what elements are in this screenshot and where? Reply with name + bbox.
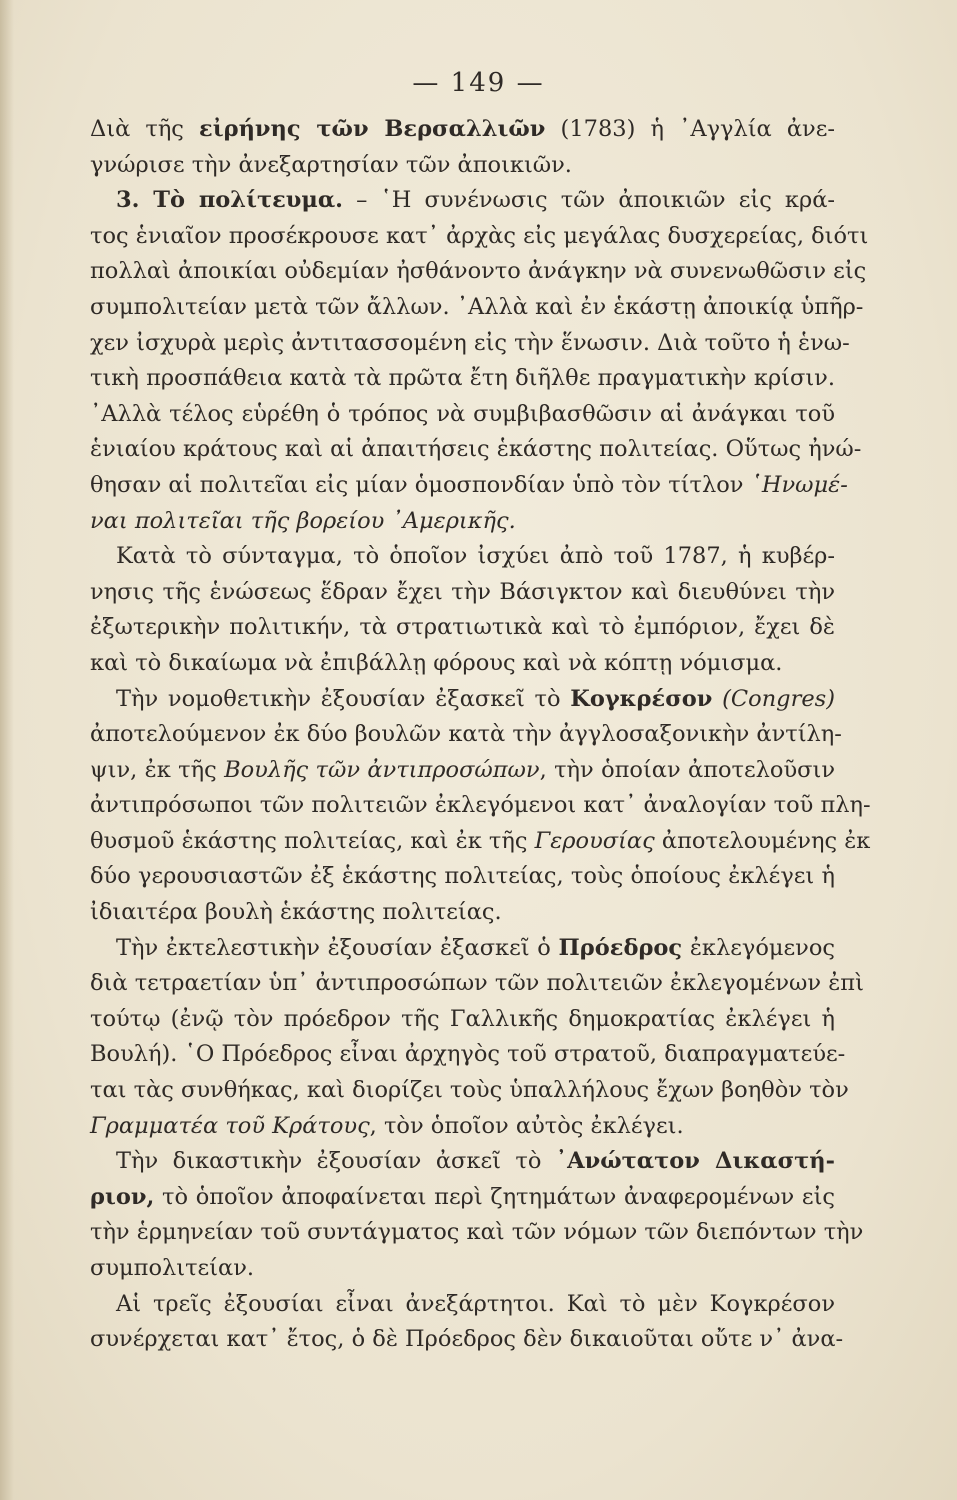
text-run: ἰδιαιτέρα βουλὴ ἑκάστης πολιτείας. [90,899,502,926]
text-run [712,686,722,712]
text-run: νησις τῆς ἑνώσεως ἕδραν ἔχει τὴν Βάσιγκτον καὶ διευθύνει τὴν [90,578,835,605]
text-line [90,1037,846,1073]
text-run: ται τὰς συνθήκας, καὶ διορίζει τοὺς ὑπαλλήλους ἔχων βοηθὸν τὸν [90,1077,849,1104]
text-run: τὴν ἑρμηνείαν τοῦ συντάγματος καὶ τῶν νόμων τῶν διεπόντων τὴν [90,1219,864,1246]
italic-term: (Congres) [722,685,835,712]
bold-term: ριον, [90,1183,155,1210]
text-run: τικὴ προσπάθεια κατὰ τὰ πρῶτα ἔτη διῆλθε πραγματικὴν κρίσιν. [90,365,835,392]
text-run: θυσμοῦ ἑκάστης πολιτείας, καὶ ἐκ τῆς [90,827,535,854]
italic-term: Γερουσίας [534,827,655,854]
text-line [90,468,848,504]
text-line [90,432,862,468]
text-line [90,646,835,682]
text-run: γνώρισε τὴν ἀνεξαρτησίαν τῶν ἀποικιῶν. [90,151,572,178]
text-run: χεν ἰσχυρὰ μερὶς ἀντιτασσομένη εἰς τὴν ἕνωσιν. Διὰ τοῦτο ἡ ἑνω- [90,329,850,356]
text-line [90,895,835,931]
text-line [90,859,835,895]
text-run: διὰ τετραετίαν ὑπ᾽ ἀντιπροσώπων τῶν πολιτειῶν ἐκλεγομένων ἐπὶ [90,970,864,997]
text-line [90,1322,844,1358]
text-line [90,219,869,255]
text-line [90,1002,835,1038]
text-line [90,254,867,290]
text-line [90,753,835,789]
text-run: τὸ ὁποῖον ἀποφαίνεται περὶ ζητημάτων ἀναφερομένων εἰς [154,1183,835,1210]
page-gutter-shadow [0,0,14,1500]
text-line [90,1073,849,1109]
text-line [90,824,871,860]
text-line [90,931,835,967]
text-run: Διὰ τῆς [90,116,200,142]
text-line [90,1109,835,1145]
text-run: Τὴν νομοθετικὴν ἐξουσίαν ἐξασκεῖ τὸ [116,685,571,712]
italic-term: ῾Ηνωμέ- [750,471,848,498]
text-line [90,361,835,397]
text-line [90,1180,835,1216]
text-line [90,1287,835,1323]
text-line [90,183,835,219]
text-run: συνέρχεται κατ᾽ ἔτος, ὁ δὲ Πρόεδρος δὲν δικαιοῦται οὔτε ν᾽ ἀνα- [90,1326,844,1353]
italic-term: ναι πολιτεῖαι τῆς βορείου ᾽Αμερικῆς. [90,507,516,534]
text-run: συμπολιτείαν. [90,1255,255,1281]
text-run: συμπολιτείαν μετὰ τῶν ἄλλων. ᾽Αλλὰ καὶ ἐν ἑκάστῃ ἀποικίᾳ ὑπῆρ- [90,293,864,320]
text-line [90,1215,864,1251]
bold-term: Πρόεδρος [558,934,683,961]
text-run: Τὴν ἐκτελεστικὴν ἐξουσίαν ἐξασκεῖ ὁ [116,934,559,961]
text-line [90,966,864,1002]
text-run: Κατὰ τὸ σύνταγμα, τὸ ὁποῖον ἰσχύει ἀπὸ τοῦ 1787, ἡ κυβέρ- [116,543,835,570]
text-line [90,788,871,824]
bold-term: εἰρήνης τῶν Βερσαλλιῶν [199,116,546,142]
text-run: δύο γερουσιαστῶν ἐξ ἑκάστης πολιτείας, τοὺς ὁποίους ἐκλέγει ἡ [90,863,835,890]
text-run: ψιν, ἐκ τῆς [90,756,225,783]
text-run: ἀποτελούμενον ἐκ δύο βουλῶν κατὰ τὴν ἀγγλοσαξονικὴν ἀντίλη- [90,721,842,748]
text-run: Τὴν δικαστικὴν ἐξουσίαν ἀσκεῖ τὸ [116,1148,556,1175]
text-run: – ῾Η συνένωσις τῶν ἀποικιῶν εἰς κρά- [343,187,835,214]
bold-term: Κογκρέσον [570,685,713,712]
text-run: ἑνιαίου κράτους καὶ αἱ ἀπαιτήσεις ἑκάστης πολιτείας. Οὕτως ἠνώ- [90,436,862,463]
text-run: θησαν αἱ πολιτεῖαι εἰς μίαν ὁμοσπονδίαν ὑπὸ τὸν τίτλον [90,471,751,498]
text-run: ἐκλεγόμενος [682,934,835,961]
text-line [90,397,835,433]
text-line [90,682,835,718]
bold-term: 3. Τὸ πολίτευμα. [116,187,344,214]
text-line [90,1251,835,1287]
text-run: πολλαὶ ἀποικίαι οὐδεμίαν ἠσθάνοντο ἀνάγκην νὰ συνενωθῶσιν εἰς [90,258,867,285]
text-line [90,1144,835,1180]
text-run: τούτῳ (ἐνῷ τὸν πρόεδρον τῆς Γαλλικῆς δημοκρατίας ἐκλέγει ἡ [90,1005,835,1032]
text-run: ᾽Αλλὰ τέλος εὑρέθη ὁ τρόπος νὰ συμβιβασθῶσιν αἱ ἀνάγκαι τοῦ [90,400,835,427]
text-line [90,539,835,575]
text-run: τος ἑνιαῖον προσέκρουσε κατ᾽ ἀρχὰς εἰς μεγάλας δυσχερείας, διότι [90,222,869,249]
text-line [90,575,835,611]
text-line [90,610,835,646]
italic-term: Γραμματέα τοῦ Κράτους [90,1112,370,1139]
text-line [90,112,835,148]
text-line [90,290,864,326]
text-run: (1783) ἡ ᾽Αγγλία ἀνε- [545,116,835,142]
text-line [90,148,835,184]
bold-term: ᾽Ανώτατον Δικαστή- [555,1148,835,1175]
text-run: καὶ τὸ δικαίωμα νὰ ἐπιβάλλῃ φόρους καὶ νὰ κόπτῃ νόμισμα. [90,649,783,676]
text-run: , τὸν ὁποῖον αὐτὸς ἐκλέγει. [369,1112,684,1139]
text-run: Αἱ τρεῖς ἐξουσίαι εἶναι ἀνεξάρτητοι. Καὶ τὸ μὲν Κογκρέσον [116,1290,835,1317]
text-run: Βουλή). ῾Ο Πρόεδρος εἶναι ἀρχηγὸς τοῦ στρατοῦ, διαπραγματεύε- [90,1041,846,1068]
page-number: — 149 — [412,68,545,98]
text-run: ἐξωτερικὴν πολιτικήν, τὰ στρατιωτικὰ καὶ τὸ ἐμπόριον, ἔχει δὲ [90,614,835,641]
text-line [90,504,835,540]
text-run: ἀποτελουμένης ἐκ [654,827,871,854]
page-body-text [90,112,871,1358]
italic-term: Βουλῆς τῶν ἀντιπροσώπων [224,756,540,783]
text-run: , τὴν ὁποίαν ἀποτελοῦσιν [539,756,835,783]
text-line [90,326,850,362]
text-run: ἀντιπρόσωποι τῶν πολιτειῶν ἐκλεγόμενοι κατ᾽ ἀναλογίαν τοῦ πλη- [90,792,871,819]
text-line [90,717,842,753]
